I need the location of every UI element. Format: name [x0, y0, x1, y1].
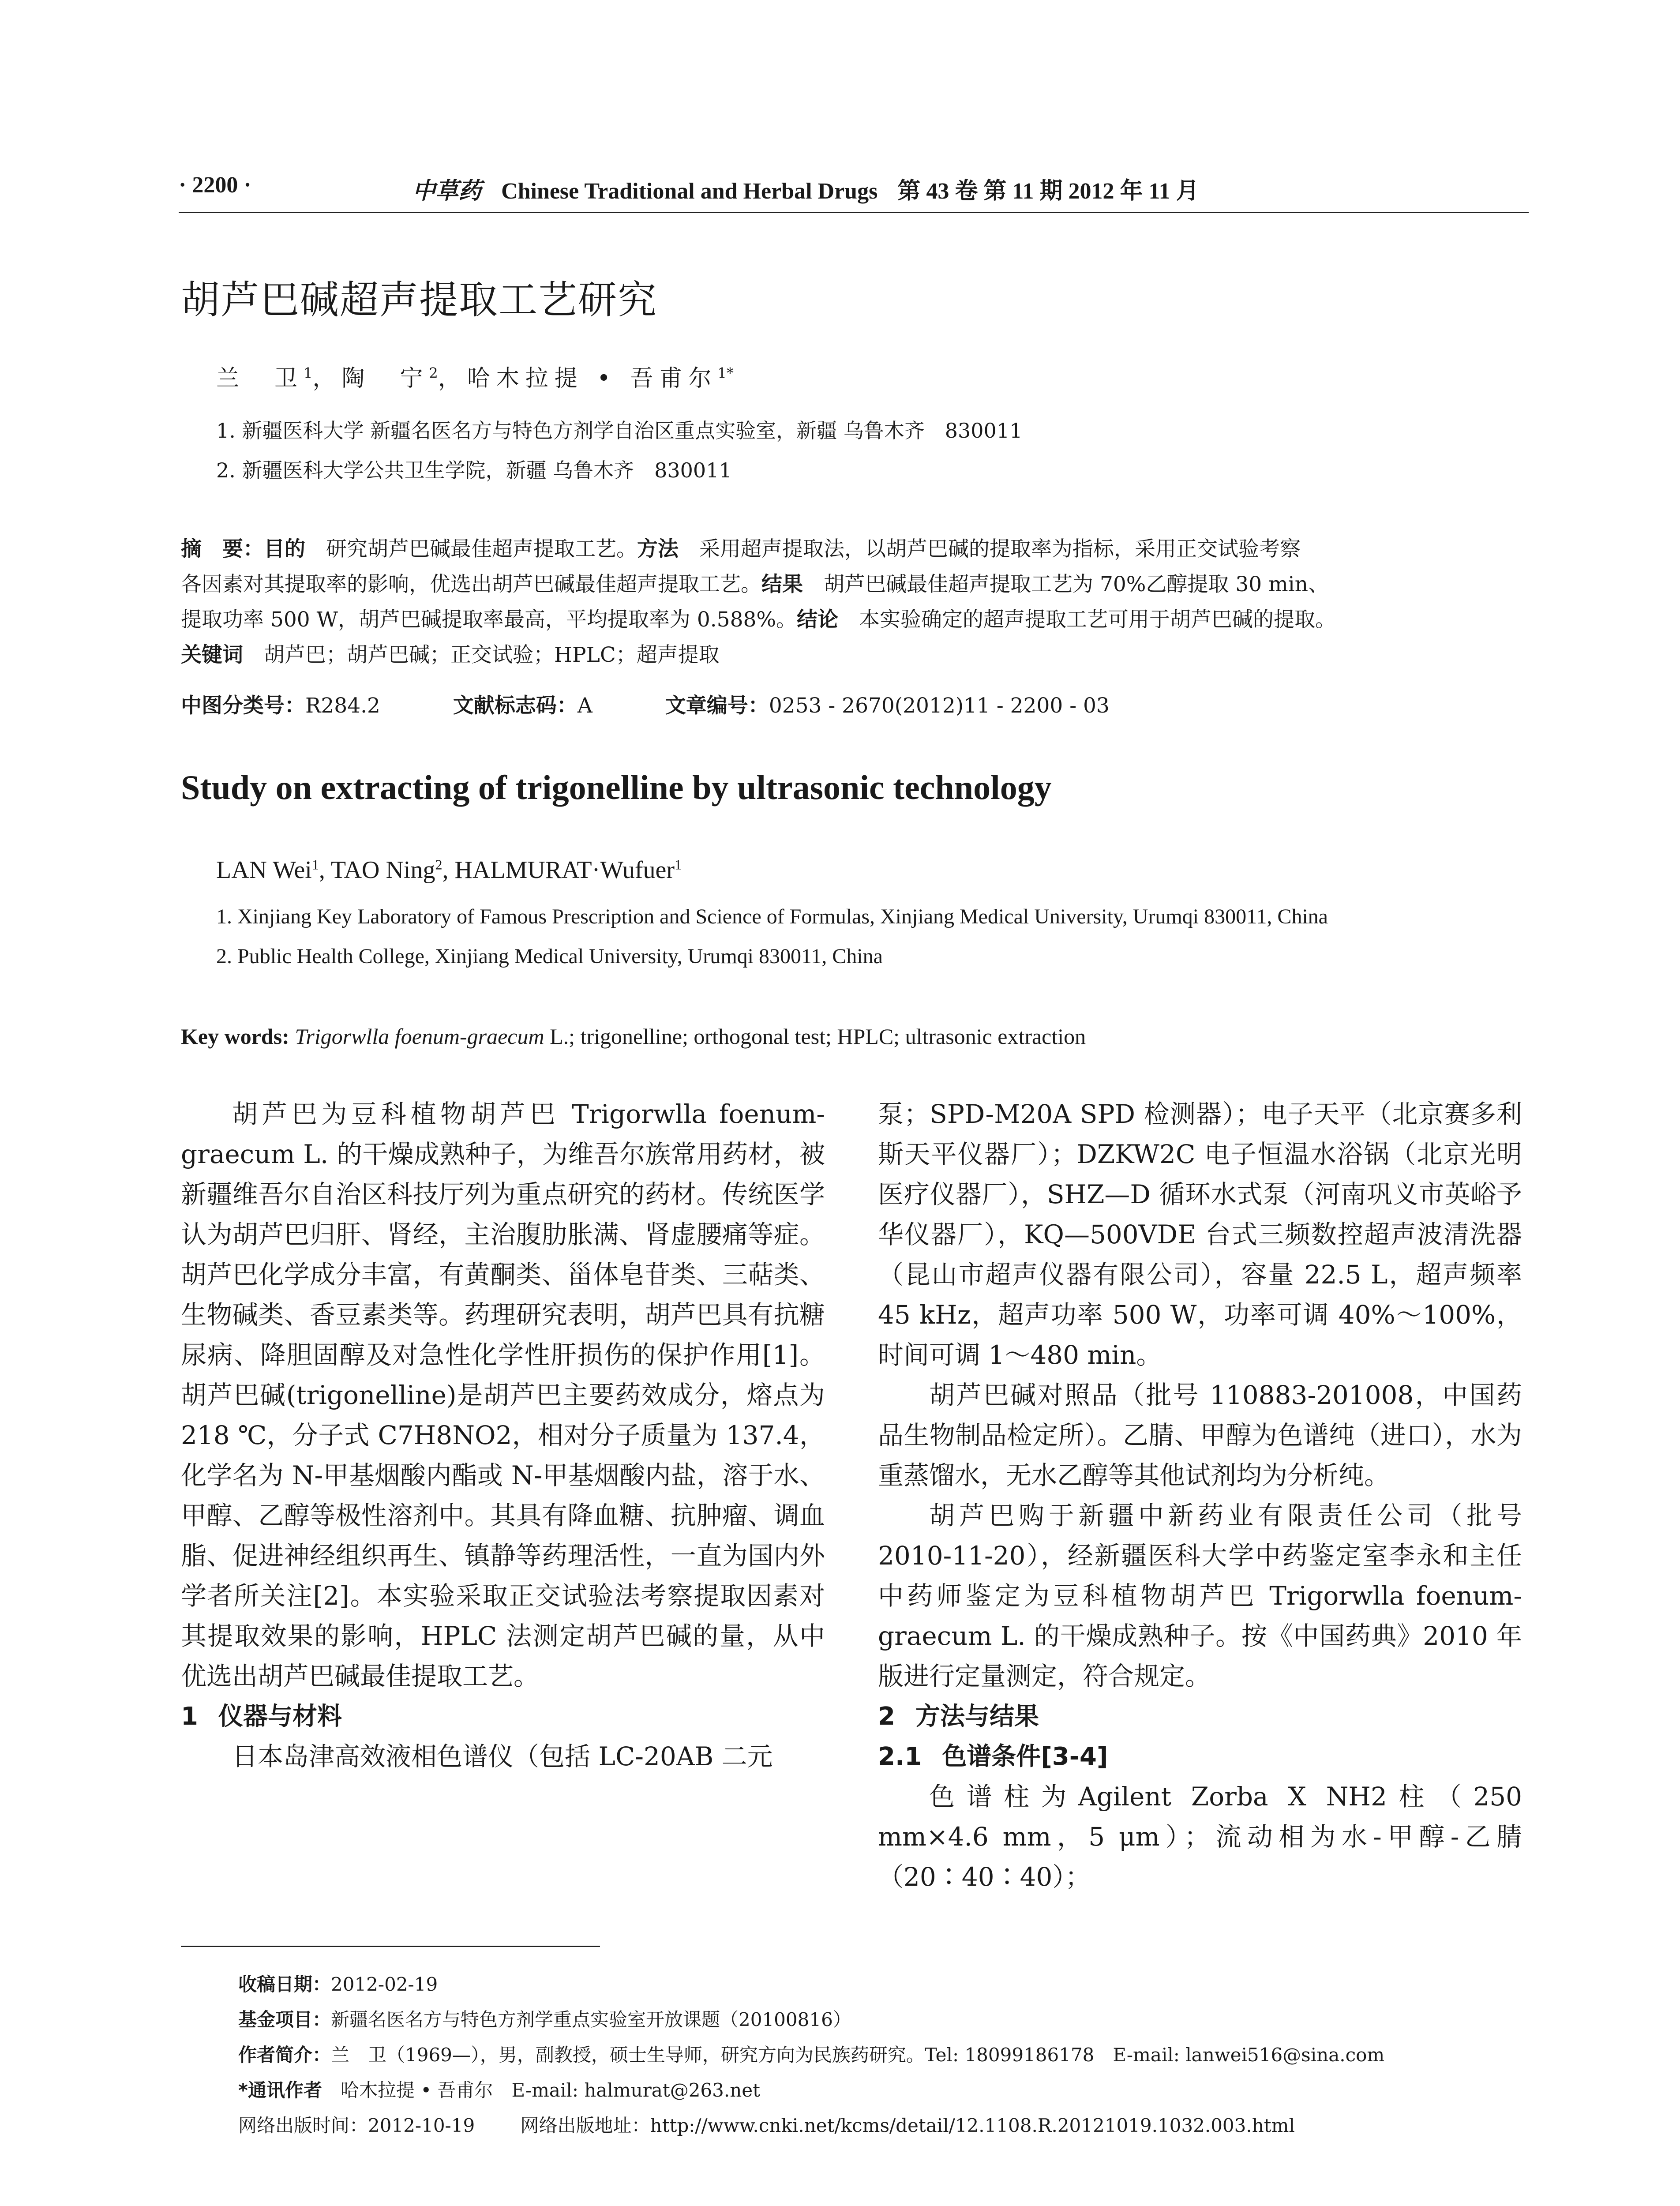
author-separator: ，	[312, 365, 342, 392]
methods-text-start: 采用超声提取法，以胡芦巴碱的提取率为指标，采用正交试验考察	[699, 537, 1301, 561]
author-3-cn: 哈木拉提 • 吾甫尔	[467, 365, 718, 392]
author-3-sup: 1*	[717, 364, 734, 382]
fund-label: 基金项目：	[238, 2009, 331, 2030]
results-label: 结果	[761, 572, 803, 597]
material-paragraph: 胡芦巴购于新疆中新药业有限责任公司（批号 2010-11-20），经新疆医科大学中药鉴定室李永和主任中药师鉴定为豆科植物胡芦巴 Trigorwlla foenum-graecum L. 的干燥成熟种子。按《中国药典》2010 年版进行定量测定，符合规定。	[878, 1501, 1522, 1691]
article-no-value: 0253 - 2670(2012)11 - 2200 - 03	[769, 694, 1110, 718]
author-1-en-sup: 1	[311, 856, 319, 873]
journal-name-cn: 中草药	[412, 177, 482, 204]
clc-value: R284.2	[305, 694, 380, 718]
article-title-cn: 胡芦巴碱超声提取工艺研究	[181, 277, 658, 323]
online-url: http://www.cnki.net/kcms/detail/12.1108.R.20121019.1032.003.html	[650, 2115, 1295, 2136]
abstract-line-1	[181, 532, 1522, 567]
keywords-en-text: L.; trigonelline; orthogonal test; HPLC; ultrasonic extraction	[544, 1024, 1086, 1049]
author-2-cn: 陶 宁	[341, 365, 429, 392]
reagents-paragraph: 胡芦巴碱对照品（批号 110883-201008，中国药品生物制品检定所）。乙腈、甲醇为色谱纯（进口），水为重蒸馏水，无水乙醇等其他试剂均为分析纯。	[878, 1380, 1522, 1490]
affiliation-en-1: 1. Xinjiang Key Laboratory of Famous Prescription and Science of Formulas, Xinjiang Medical University, Urumqi 830011, China	[216, 905, 1328, 928]
results-text-start: 胡芦巴碱最佳超声提取工艺为 70%乙醇提取 30 min、	[824, 572, 1329, 597]
footnote-fund	[238, 2005, 851, 2032]
results-text-end: 提取功率 500 W，胡芦巴碱提取率最高，平均提取率为 0.588%。	[181, 608, 797, 632]
classification-line	[181, 688, 1522, 724]
keywords-en-label: Key words:	[181, 1024, 289, 1049]
running-header	[179, 172, 1529, 207]
clc-label: 中图分类号：	[181, 694, 305, 718]
author-2-sup: 2	[429, 364, 438, 382]
journal-info	[412, 172, 1199, 205]
page-number: · 2200 ·	[179, 173, 251, 198]
section-2-1-heading	[878, 1737, 1522, 1777]
abstract-line-2	[181, 567, 1522, 602]
authors-en: LAN Wei$^1$, TAO Ning$^2$, HALMURAT·Wufuer$^1$	[216, 856, 682, 884]
keywords-en	[181, 1024, 1086, 1049]
author-1-cn: 兰 卫	[216, 365, 304, 392]
abstract-label: 摘 要：	[181, 537, 264, 561]
abstract-line-3	[181, 602, 1522, 638]
author-2-en: TAO Ning	[330, 856, 435, 884]
section-2-heading	[878, 1696, 1522, 1737]
keywords-cn	[181, 638, 1522, 673]
journal-issue: 第 43 卷 第 11 期 2012 年 11 月	[897, 179, 1199, 204]
section-1-title: 仪器与材料	[218, 1702, 342, 1731]
affiliation-cn-1: 1. 新疆医科大学 新疆名医名方与特色方剂学自治区重点实验室，新疆 乌鲁木齐 830011	[216, 419, 1023, 443]
online-date-label: 网络出版时间：	[238, 2115, 368, 2136]
body-column-right	[878, 1094, 1522, 1897]
received-date: 2012-02-19	[331, 1973, 438, 1995]
article-no-label: 文章编号：	[665, 694, 769, 718]
affiliation-en-2: 2. Public Health College, Xinjiang Medical University, Urumqi 830011, China	[216, 945, 883, 968]
author-separator: ，	[438, 365, 467, 392]
received-label: 收稿日期：	[238, 1973, 331, 1995]
body-column-left	[181, 1094, 825, 1777]
section-2-title: 方法与结果	[915, 1702, 1039, 1731]
section-1-heading	[181, 1696, 825, 1737]
online-date: 2012-10-19	[368, 2115, 475, 2136]
instruments-paragraph-end: 泵；SPD-M20A SPD 检测器）；电子天平（北京赛多利斯天平仪器厂）；DZKW2C 电子恒温水浴锅（北京光明医疗仪器厂），SHZ—D 循环水式泵（河南巩义市英峪予华仪器厂），KQ—500VDE 台式三频数控超声波清洗器（昆山市超声仪器有限公司），容量 22.5 L，超声频率 45 kHz，超声功率 500 W，功率可调 40%～100%，时间可调 1～480 min。	[878, 1099, 1522, 1370]
header-rule	[179, 212, 1529, 213]
section-2-1-number: 2.1	[878, 1742, 922, 1771]
author-bio-label: 作者简介：	[238, 2044, 331, 2066]
affiliation-cn-2: 2. 新疆医科大学公共卫生学院，新疆 乌鲁木齐 830011	[216, 458, 732, 482]
keywords-cn-label: 关键词	[181, 643, 243, 667]
objective-text: 研究胡芦巴碱最佳超声提取工艺。	[326, 537, 637, 561]
fund-text: 新疆名医名方与特色方剂学重点实验室开放课题（20100816）	[331, 2009, 851, 2030]
article-title-en: Study on extracting of trigonelline by ultrasonic technology	[181, 768, 1052, 807]
conclusion-label: 结论	[797, 608, 839, 632]
section-1-number: 1	[181, 1702, 198, 1731]
author-3-en: HALMURAT·Wufuer	[454, 856, 675, 884]
section-2-number: 2	[878, 1702, 895, 1731]
footnote-online	[238, 2111, 1295, 2138]
methods-text-end: 各因素对其提取率的影响，优选出胡芦巴碱最佳超声提取工艺。	[181, 572, 761, 597]
footnote-rule	[181, 1946, 600, 1947]
authors-cn	[216, 360, 734, 393]
intro-paragraph: 胡芦巴为豆科植物胡芦巴 Trigorwlla foenum-graecum L. 的干燥成熟种子，为维吾尔族常用药材，被新疆维吾尔自治区科技厅列为重点研究的药材。传统医学认为胡芦巴归肝、肾经，主治腹肋胀满、肾虚腰痛等症。胡芦巴化学成分丰富，有黄酮类、甾体皂苷类、三萜类、生物碱类、香豆素类等。药理研究表明，胡芦巴具有抗糖尿病、降胆固醇及对急性化学性肝损伤的保护作用[1]。胡芦巴碱(trigonelline)是胡芦巴主要药效成分，熔点为 218 ℃，分子式 C7H8NO2，相对分子质量为 137.4，化学名为 N-甲基烟酸内酯或 N-甲基烟酸内盐，溶于水、甲醇、乙醇等极性溶剂中。其具有降血糖、抗肿瘤、调血脂、促进神经组织再生、镇静等药理活性，一直为国内外学者所关注[2]。本实验采取正交试验法考察提取因素对其提取效果的影响，HPLC 法测定胡芦巴碱的量，从中优选出胡芦巴碱最佳提取工艺。	[181, 1099, 825, 1691]
corresponding-label: *通讯作者	[238, 2079, 322, 2101]
doc-code-value: A	[577, 694, 592, 718]
footnote-corresponding	[238, 2076, 760, 2102]
author-1-en: LAN Wei	[216, 856, 312, 884]
conclusion-text: 本实验确定的超声提取工艺可用于胡芦巴碱的提取。	[859, 608, 1336, 632]
author-bio-text: 兰 卫（1969—），男，副教授，硕士生导师，研究方向为民族药研究。Tel: 18099186178 E-mail: lanwei516@sina.com	[331, 2044, 1385, 2066]
author-3-en-sup: 1	[675, 856, 682, 873]
methods-label: 方法	[637, 537, 679, 561]
keywords-en-species: Trigorwlla foenum-graecum	[295, 1024, 544, 1049]
footnote-received	[238, 1970, 438, 1996]
doc-code-label: 文献标志码：	[453, 694, 578, 718]
author-1-sup: 1	[304, 364, 313, 382]
online-url-label: 网络出版地址：	[520, 2115, 650, 2136]
author-2-en-sup: 2	[435, 856, 442, 873]
journal-name-en: Chinese Traditional and Herbal Drugs	[501, 179, 878, 204]
objective-label: 目的	[264, 537, 305, 561]
footnote-author	[238, 2041, 1384, 2067]
corresponding-text: 哈木拉提 • 吾甫尔 E-mail: halmurat@263.net	[340, 2079, 761, 2101]
keywords-cn-text: 胡芦巴；胡芦巴碱；正交试验；HPLC；超声提取	[264, 643, 720, 667]
section-2-1-title: 色谱条件[3-4]	[942, 1742, 1108, 1771]
chromatography-paragraph: 色谱柱为Agilent Zorba X NH2柱（250 mm×4.6 mm，5 μm）；流动相为水-甲醇-乙腈（20∶40∶40）；	[878, 1782, 1522, 1892]
instruments-paragraph-start: 日本岛津高效液相色谱仪（包括 LC-20AB 二元	[232, 1741, 773, 1771]
